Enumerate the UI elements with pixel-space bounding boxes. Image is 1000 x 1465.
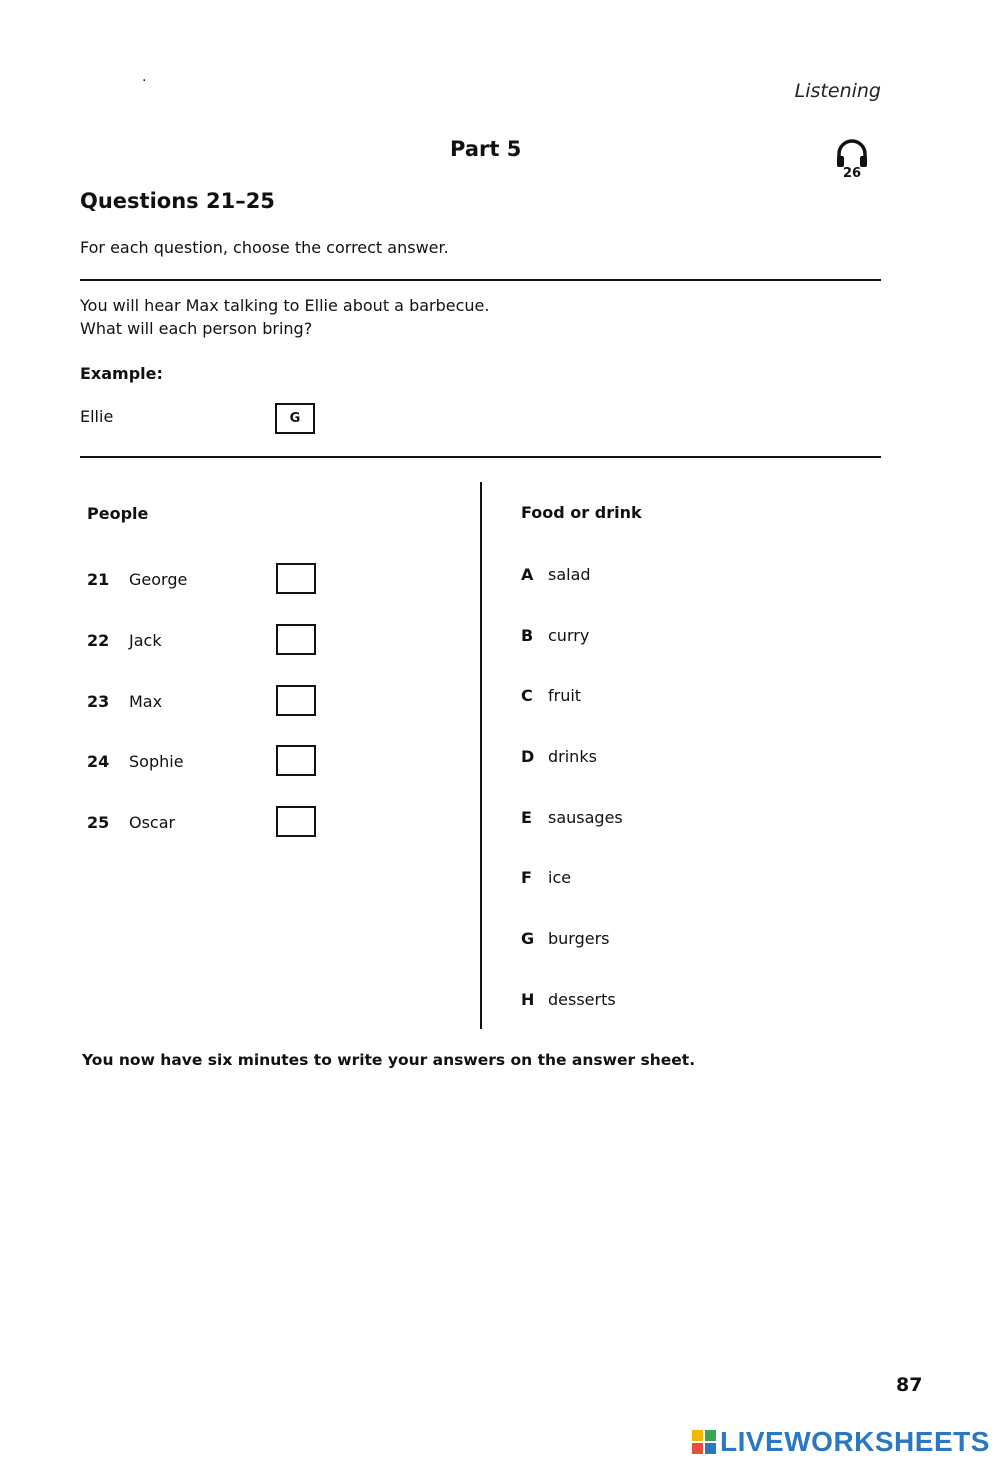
person-name: George [129,570,188,589]
option-text: sausages [548,808,623,827]
brand-name: LIVEWORKSHEETS [720,1426,990,1457]
column-divider [480,482,482,1029]
option-letter: A [521,565,534,584]
intro-line-1: You will hear Max talking to Ellie about a barbecue. [80,296,490,315]
liveworksheets-logo[interactable] [692,1424,990,1460]
answer-box[interactable] [276,563,316,594]
logo-mark-icon [692,1430,716,1454]
intro-line-2: What will each person bring? [80,319,313,338]
option-letter: G [521,929,535,948]
option-text: drinks [548,747,597,766]
example-label: Example: [80,364,163,383]
answer-box[interactable] [276,806,316,837]
page-number: 87 [896,1374,923,1396]
person-name: Sophie [129,752,184,771]
option-text: ice [548,868,572,887]
person-name: Oscar [129,813,176,832]
option-letter: F [521,868,532,887]
question-number: 25 [87,813,110,832]
option-letter: B [521,626,534,645]
intro-text [80,294,489,340]
option-text: salad [548,565,591,584]
option-text: fruit [548,686,582,705]
food-heading: Food or drink [521,503,642,522]
divider-top [80,279,881,281]
audio-track[interactable] [834,138,870,181]
part-title: Part 5 [450,137,522,161]
headphones-icon [835,138,869,168]
stray-dot: · [142,73,147,89]
time-instruction: You now have six minutes to write your answers on the answer sheet. [82,1051,696,1069]
question-number: 21 [87,570,110,589]
option-letter: C [521,686,533,705]
question-number: 24 [87,752,110,771]
option-letter: H [521,990,535,1009]
example-answer-box: G [275,403,315,434]
section-label: Listening [794,80,881,102]
instruction-text: For each question, choose the correct answer. [80,238,449,257]
option-text: desserts [548,990,616,1009]
example-name: Ellie [80,407,114,426]
answer-box[interactable] [276,624,316,655]
people-heading: People [87,504,149,523]
option-letter: E [521,808,532,827]
option-text: curry [548,626,590,645]
question-number: 22 [87,631,110,650]
person-name: Jack [129,631,162,650]
divider-bottom [80,456,881,458]
answer-box[interactable] [276,685,316,716]
answer-box[interactable] [276,745,316,776]
person-name: Max [129,692,163,711]
track-number: 26 [842,166,862,181]
questions-title: Questions 21–25 [80,189,275,213]
option-letter: D [521,747,535,766]
question-number: 23 [87,692,110,711]
option-text: burgers [548,929,610,948]
